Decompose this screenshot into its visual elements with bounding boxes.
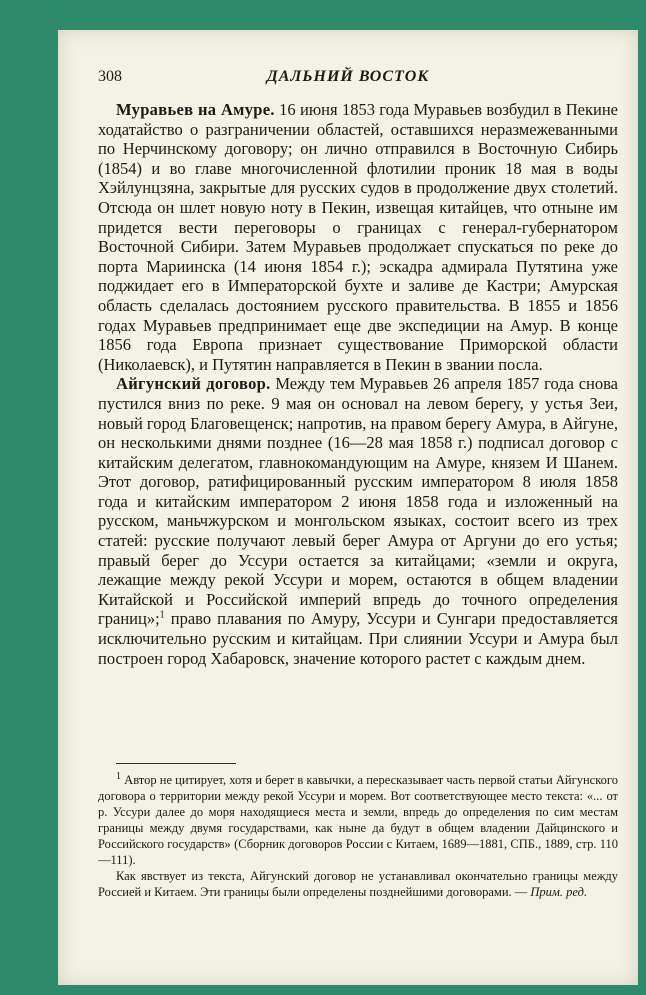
- footnote-1-mark: 1: [116, 770, 121, 782]
- page-header: [98, 68, 598, 90]
- footnote-2-text: Как явствует из текста, Айгунский договор не устанавливал окончательно границы между Россией и Китаем. Эти границы были определены позднейшими договорами. —: [98, 869, 618, 899]
- footnotes: [98, 772, 618, 900]
- section-text-aigun-a: Между тем Муравьев 26 апреля 1857 года снова пустился вниз по реке. 9 мая он основал на левом берегу, у устья Зеи, новый город Благовещенск; напротив, на правом берегу Амура, в Айгуне, он несколькими днями позднее (16—28 мая 1858 г.) подписал договор с китайским делегатом, главнокомандующим на Амуре, князем И Шанем. Этот договор, ратифицированный русским императором 8 июля 1858 года и китайским императором 2 июня 1858 года и изложенный на русском, маньчжурском и монгольском языках, состоит всего из трех статей: русские получают левый берег Амура от Аргуни до его устья; правый берег до Уссури остается за китайцами; «земли и округа, лежащие между рекой Уссури и морем, остаются в общем владении Китайской и Российской империй впредь до точного определения границ»;: [98, 374, 619, 629]
- footnote-1: [98, 772, 618, 868]
- footnote-divider: [116, 763, 236, 764]
- footnote-1-text: Автор не цитирует, хотя и берет в кавычки, а пересказывает часть первой статьи Айгунского договора о территории между рекой Уссури и морем. Вот соответствующее место текста: «... от р. Уссури далее до моря находящиеся места и земли, впредь до определения по сим местам границы между двумя государствами, как ныне да будут в общем владении Дайцинского и Российского государств» (Сборник договоров России с Китаем, 1689—1881, СПБ., 1889, стр. 110—111).: [98, 773, 618, 867]
- section-title-aigun: Айгунский договор.: [116, 374, 271, 394]
- section-text-aigun-b: право плавания по Амуру, Уссури и Сунгари предоставляется исключительно русским и китайцам. При слиянии Уссури и Амура был построен город Хабаровск, значение которого растет с каждым днем.: [98, 609, 619, 668]
- section-text-muravyev: 16 июня 1853 года Муравьев возбудил в Пекине ходатайство о разграничении областей, оставшихся неразмежеванными по Нерчинскому договору; он лично отправился в Восточную Сибирь (1854) и во главе многочисленной флотилии проник 18 мая в воды Хэйлунцзяна, закрытые для русских судов в продолжение двух столетий. Отсюда он шлет новую ноту в Пекин, извещая китайцев, что отныне им придется вести переговоры о границах с генерал-губернатором Восточной Сибири. Затем Муравьев продолжает спускаться по реке до порта Мариинска (14 июня 1854 г.); эскадра адмирала Путятина уже поджидает его в Императорской бухте и заливе де Кастри; Амурская область сделалась достоянием русского правительства. В 1855 и 1856 годах Муравьев предпринимает еще две экспедиции на Амур. В конце 1856 года Европа признает существование Приморской области (Николаевск), и Путятин направляется в Пекин в звании посла.: [98, 100, 619, 374]
- footnote-reference: 1: [159, 609, 165, 621]
- running-title: ДАЛЬНИЙ ВОСТОК: [266, 68, 430, 85]
- main-text: [98, 100, 618, 668]
- section-title-muravyev: Муравьев на Амуре.: [116, 100, 275, 119]
- editor-note-signature: Прим. ред.: [530, 885, 588, 899]
- book-page: [58, 30, 638, 985]
- page-number: 308: [98, 68, 122, 85]
- paragraph-muravyev: [98, 100, 618, 374]
- paragraph-aigun: [98, 374, 618, 668]
- footnote-2: [98, 868, 618, 900]
